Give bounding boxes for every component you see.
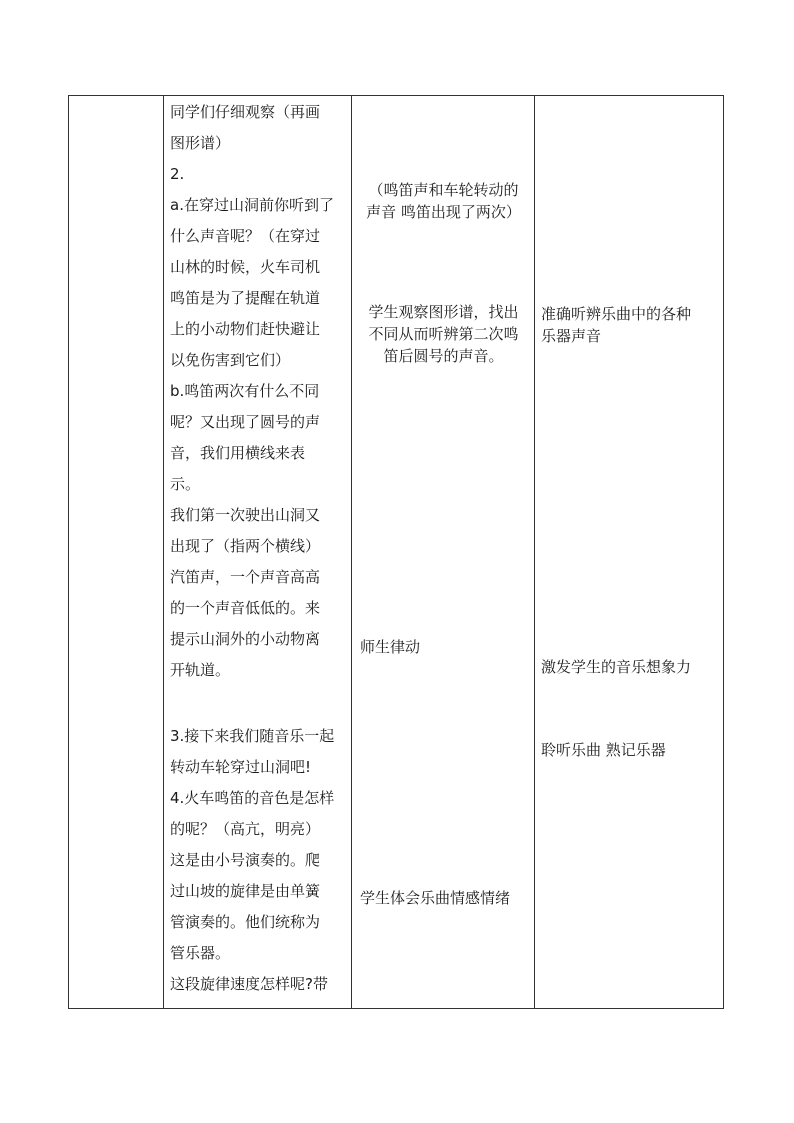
process-line: 这是由小号演奏的。爬 xyxy=(170,851,321,869)
activity-line: 声音 鸣笛出现了两次） xyxy=(366,203,521,221)
process-line: 这段旋律速度怎样呢?带 xyxy=(170,975,328,993)
process-line: 过山坡的旋律是由单簧 xyxy=(170,882,321,900)
process-line: 4.火车鸣笛的音色是怎样 xyxy=(170,789,335,807)
activity-line: 学生体会乐曲情感情绪 xyxy=(360,889,511,907)
process-line: 转动车轮穿过山洞吧! xyxy=(170,758,312,776)
activity-line: （鸣笛声和车轮转动的 xyxy=(368,181,519,199)
process-line: 呢？又出现了圆号的声 xyxy=(170,413,321,431)
process-line: 鸣笛是为了提醒在轨道 xyxy=(170,289,321,307)
process-line: a.在穿过山洞前你听到了 xyxy=(170,196,334,214)
activity-line: 笛后圆号的声音。 xyxy=(383,347,504,365)
process-line: 以免伤害到它们） xyxy=(170,351,291,369)
process-line: 出现了（指两个横线） xyxy=(170,537,321,555)
process-line: 的一个声音低低的。来 xyxy=(170,599,321,617)
process-line: b.鸣笛两次有什么不同 xyxy=(170,382,320,400)
process-line: 的呢？（高亢，明亮） xyxy=(170,820,321,838)
process-line: 汽笛声，一个声音高高 xyxy=(170,568,321,586)
process-line: 管演奏的。他们统称为 xyxy=(170,913,321,931)
process-line: 音，我们用横线来表 xyxy=(170,444,306,462)
process-line: 2. xyxy=(170,165,185,183)
process-line: 图形谱） xyxy=(170,134,231,152)
intent-line: 乐器声音 xyxy=(541,327,602,345)
activity-line: 不同从而听辨第二次鸣 xyxy=(368,325,519,343)
table-cell-student-activity xyxy=(352,96,535,1008)
process-line: 示。 xyxy=(170,475,201,493)
intent-line: 准确听辨乐曲中的各种 xyxy=(541,305,692,323)
process-line: 山林的时候，火车司机 xyxy=(170,258,321,276)
table-cell-empty xyxy=(69,96,164,1008)
process-line: 管乐器。 xyxy=(170,944,231,962)
activity-line: 师生律动 xyxy=(360,638,421,656)
process-line: 提示山洞外的小动物离 xyxy=(170,630,321,648)
process-line: 我们第一次驶出山洞又 xyxy=(170,506,321,524)
process-line: 开轨道。 xyxy=(170,661,231,679)
process-line: 上的小动物们赶快避让 xyxy=(170,320,321,338)
process-line: 什么声音呢？（在穿过 xyxy=(170,227,321,245)
intent-line: 聆听乐曲 熟记乐器 xyxy=(541,741,666,759)
table-cell-design-intent xyxy=(535,96,724,1008)
activity-line: 学生观察图形谱，找出 xyxy=(368,303,519,321)
process-line: 3.接下来我们随音乐一起 xyxy=(170,727,335,745)
intent-line: 激发学生的音乐想象力 xyxy=(541,658,692,676)
process-line: 同学们仔细观察（再画 xyxy=(170,103,321,121)
table-cell-teaching-process xyxy=(164,96,352,1008)
lesson-plan-table xyxy=(68,95,724,1009)
